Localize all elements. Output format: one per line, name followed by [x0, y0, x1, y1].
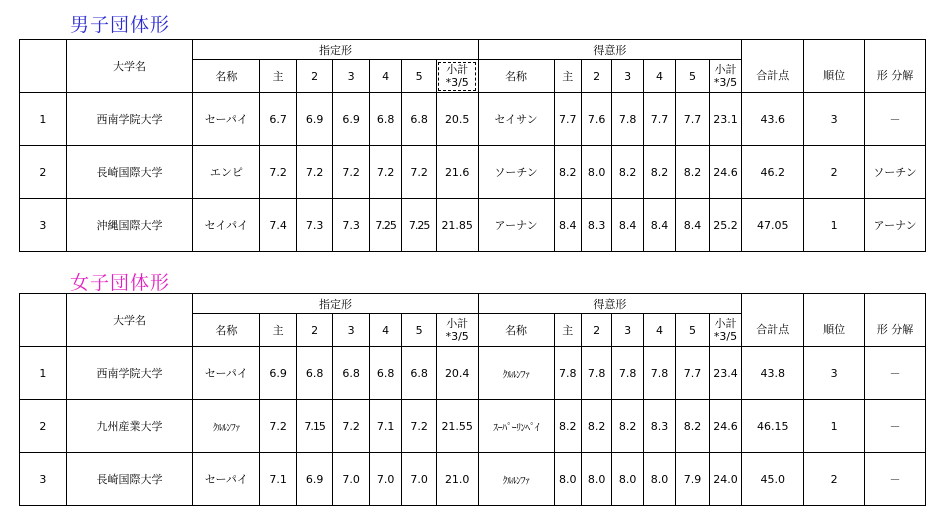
designated-main-score: 6.7 — [260, 93, 297, 146]
row-number: 2 — [20, 400, 67, 453]
designated-score-4: 7.1 — [369, 400, 401, 453]
designated-score-4: 7.0 — [369, 453, 401, 506]
special-kata-name: ｽｰﾊﾟｰﾘﾝﾍﾟｲ — [478, 400, 554, 453]
designated-main-score: 7.2 — [260, 400, 297, 453]
designated-score-4: 7.25 — [369, 199, 401, 252]
designated-main-score: 7.2 — [260, 146, 297, 199]
total-score: 43.6 — [742, 93, 804, 146]
special-judge-4-header: 4 — [643, 314, 675, 347]
designated-score-4: 6.8 — [369, 93, 401, 146]
rank: 2 — [804, 453, 865, 506]
special-judge-3-header: 3 — [612, 60, 643, 93]
designated-score-4: 7.2 — [369, 146, 401, 199]
designated-kata-name: セーパイ — [193, 93, 260, 146]
designated-kata-name: ｸﾙﾙﾝﾌｧ — [193, 400, 260, 453]
designated-kata-name: セーパイ — [193, 453, 260, 506]
special-kata-name: ソーチン — [478, 146, 554, 199]
designated-judge-3-header: 3 — [333, 314, 370, 347]
special-kata-header: 得意形 — [478, 294, 742, 314]
designated-main-judge-header: 主 — [260, 314, 297, 347]
total-header: 合計点 — [742, 294, 804, 347]
special-score-2: 8.3 — [581, 199, 611, 252]
special-subtotal: 24.0 — [709, 453, 742, 506]
rank: 1 — [804, 199, 865, 252]
designated-subtotal-header[interactable] — [436, 60, 478, 93]
special-score-5: 8.2 — [676, 146, 709, 199]
designated-main-score: 7.4 — [260, 199, 297, 252]
special-score-5: 7.9 — [676, 453, 709, 506]
kata-bunkai: アーナン — [865, 199, 926, 252]
special-score-2: 8.0 — [581, 453, 611, 506]
designated-score-3: 6.9 — [333, 93, 370, 146]
university-name: 九州産業大学 — [66, 400, 193, 453]
kata-bunkai: － — [865, 93, 926, 146]
special-main-score: 8.2 — [554, 400, 581, 453]
subtotal-formula: *3/5 — [445, 76, 469, 89]
number-header — [20, 294, 67, 347]
subtotal-formula: *3/5 — [713, 330, 738, 343]
special-kata-header: 得意形 — [478, 40, 742, 60]
special-score-3: 7.8 — [612, 93, 643, 146]
rank: 2 — [804, 146, 865, 199]
designated-score-2: 6.8 — [296, 347, 333, 400]
designated-kata-header: 指定形 — [193, 294, 478, 314]
university-name: 西南学院大学 — [66, 93, 193, 146]
table-row — [20, 146, 926, 199]
special-subtotal: 23.1 — [709, 93, 742, 146]
special-kata-name: アーナン — [478, 199, 554, 252]
designated-kata-name: セイパイ — [193, 199, 260, 252]
special-main-score: 8.2 — [554, 146, 581, 199]
special-score-4: 7.8 — [643, 347, 675, 400]
designated-main-judge-header: 主 — [260, 60, 297, 93]
table-row — [20, 453, 926, 506]
subtotal-label: 小計 — [714, 63, 737, 76]
designated-score-5: 6.8 — [402, 347, 436, 400]
special-judge-3-header: 3 — [612, 314, 643, 347]
special-main-score: 7.7 — [554, 93, 581, 146]
row-number: 2 — [20, 146, 67, 199]
special-kata-name: ｸﾙﾙﾝﾌｧ — [478, 347, 554, 400]
designated-name-header: 名称 — [193, 314, 260, 347]
rank-header: 順位 — [804, 40, 865, 93]
university-name: 沖縄国際大学 — [66, 199, 193, 252]
subtotal-label: 小計 — [446, 317, 469, 330]
rank-header: 順位 — [804, 294, 865, 347]
special-name-header: 名称 — [478, 314, 554, 347]
special-score-4: 8.0 — [643, 453, 675, 506]
total-score: 46.15 — [742, 400, 804, 453]
rank: 3 — [804, 347, 865, 400]
subtotal-formula: *3/5 — [713, 76, 738, 89]
special-score-5: 8.4 — [676, 199, 709, 252]
special-score-2: 8.2 — [581, 400, 611, 453]
designated-score-3: 7.2 — [333, 146, 370, 199]
designated-judge-5-header: 5 — [402, 60, 436, 93]
university-name: 長崎国際大学 — [66, 146, 193, 199]
designated-main-score: 6.9 — [260, 347, 297, 400]
subtotal-label: 小計 — [446, 63, 469, 76]
table-row — [20, 199, 926, 252]
row-number: 1 — [20, 347, 67, 400]
kata-bunkai-header: 形 分解 — [865, 40, 926, 93]
university-header: 大学名 — [66, 40, 193, 93]
header-row-top — [20, 40, 926, 60]
special-score-3: 8.4 — [612, 199, 643, 252]
designated-score-2: 6.9 — [296, 453, 333, 506]
special-main-score: 7.8 — [554, 347, 581, 400]
designated-judge-5-header: 5 — [402, 314, 436, 347]
special-main-judge-header: 主 — [554, 314, 581, 347]
kata-bunkai: － — [865, 453, 926, 506]
total-score: 46.2 — [742, 146, 804, 199]
designated-kata-name: セーパイ — [193, 347, 260, 400]
designated-score-5: 7.0 — [402, 453, 436, 506]
designated-subtotal: 21.6 — [436, 146, 478, 199]
special-score-4: 8.4 — [643, 199, 675, 252]
designated-kata-header: 指定形 — [193, 40, 478, 60]
table-row — [20, 400, 926, 453]
special-score-4: 8.2 — [643, 146, 675, 199]
designated-score-2: 6.9 — [296, 93, 333, 146]
designated-score-2: 7.15 — [296, 400, 333, 453]
designated-score-3: 7.0 — [333, 453, 370, 506]
special-subtotal-header — [709, 314, 742, 347]
designated-score-5: 7.25 — [402, 199, 436, 252]
special-main-score: 8.0 — [554, 453, 581, 506]
special-score-2: 7.6 — [581, 93, 611, 146]
total-score: 43.8 — [742, 347, 804, 400]
designated-subtotal: 21.55 — [436, 400, 478, 453]
designated-subtotal: 21.85 — [436, 199, 478, 252]
special-subtotal: 24.6 — [709, 146, 742, 199]
designated-subtotal-header — [436, 314, 478, 347]
rank: 3 — [804, 93, 865, 146]
men-section-title: 男子団体形 — [70, 14, 171, 36]
women-score-table — [19, 293, 926, 506]
kata-bunkai: － — [865, 400, 926, 453]
designated-score-5: 7.2 — [402, 400, 436, 453]
subtotal-formula: *3/5 — [445, 330, 469, 343]
special-subtotal: 24.6 — [709, 400, 742, 453]
total-score: 45.0 — [742, 453, 804, 506]
designated-main-score: 7.1 — [260, 453, 297, 506]
designated-kata-name: エンピ — [193, 146, 260, 199]
row-number: 3 — [20, 453, 67, 506]
special-score-2: 8.0 — [581, 146, 611, 199]
designated-subtotal: 20.5 — [436, 93, 478, 146]
row-number: 1 — [20, 93, 67, 146]
special-score-4: 7.7 — [643, 93, 675, 146]
special-name-header: 名称 — [478, 60, 554, 93]
table-row — [20, 347, 926, 400]
subtotal-label: 小計 — [714, 317, 737, 330]
special-main-judge-header: 主 — [554, 60, 581, 93]
kata-bunkai: ソーチン — [865, 146, 926, 199]
designated-judge-4-header: 4 — [369, 314, 401, 347]
special-score-4: 8.3 — [643, 400, 675, 453]
university-name: 長崎国際大学 — [66, 453, 193, 506]
special-judge-4-header: 4 — [643, 60, 675, 93]
designated-judge-2-header: 2 — [296, 314, 333, 347]
total-score: 47.05 — [742, 199, 804, 252]
special-score-3: 8.2 — [612, 146, 643, 199]
special-main-score: 8.4 — [554, 199, 581, 252]
university-name: 西南学院大学 — [66, 347, 193, 400]
designated-name-header: 名称 — [193, 60, 260, 93]
designated-score-2: 7.2 — [296, 146, 333, 199]
special-score-5: 7.7 — [676, 93, 709, 146]
special-subtotal: 23.4 — [709, 347, 742, 400]
designated-judge-3-header: 3 — [333, 60, 370, 93]
designated-score-3: 7.2 — [333, 400, 370, 453]
special-kata-name: セイサン — [478, 93, 554, 146]
designated-judge-2-header: 2 — [296, 60, 333, 93]
special-judge-5-header: 5 — [676, 60, 709, 93]
designated-score-4: 6.8 — [369, 347, 401, 400]
university-header: 大学名 — [66, 294, 193, 347]
special-score-3: 7.8 — [612, 347, 643, 400]
special-score-5: 8.2 — [676, 400, 709, 453]
special-score-2: 7.8 — [581, 347, 611, 400]
rank: 1 — [804, 400, 865, 453]
designated-judge-4-header: 4 — [369, 60, 401, 93]
special-judge-2-header: 2 — [581, 314, 611, 347]
special-judge-5-header: 5 — [676, 314, 709, 347]
designated-score-3: 6.8 — [333, 347, 370, 400]
men-score-table — [19, 39, 926, 252]
designated-score-5: 6.8 — [402, 93, 436, 146]
row-number: 3 — [20, 199, 67, 252]
designated-score-5: 7.2 — [402, 146, 436, 199]
designated-subtotal: 21.0 — [436, 453, 478, 506]
special-score-3: 8.2 — [612, 400, 643, 453]
special-score-3: 8.0 — [612, 453, 643, 506]
special-subtotal: 25.2 — [709, 199, 742, 252]
special-subtotal-header — [709, 60, 742, 93]
designated-score-2: 7.3 — [296, 199, 333, 252]
women-section-title: 女子団体形 — [70, 272, 171, 294]
special-judge-2-header: 2 — [581, 60, 611, 93]
special-score-5: 7.7 — [676, 347, 709, 400]
header-row-top — [20, 294, 926, 314]
number-header — [20, 40, 67, 93]
kata-bunkai: － — [865, 347, 926, 400]
designated-score-3: 7.3 — [333, 199, 370, 252]
table-row — [20, 93, 926, 146]
designated-subtotal: 20.4 — [436, 347, 478, 400]
total-header: 合計点 — [742, 40, 804, 93]
kata-bunkai-header: 形 分解 — [865, 294, 926, 347]
special-kata-name: ｸﾙﾙﾝﾌｧ — [478, 453, 554, 506]
